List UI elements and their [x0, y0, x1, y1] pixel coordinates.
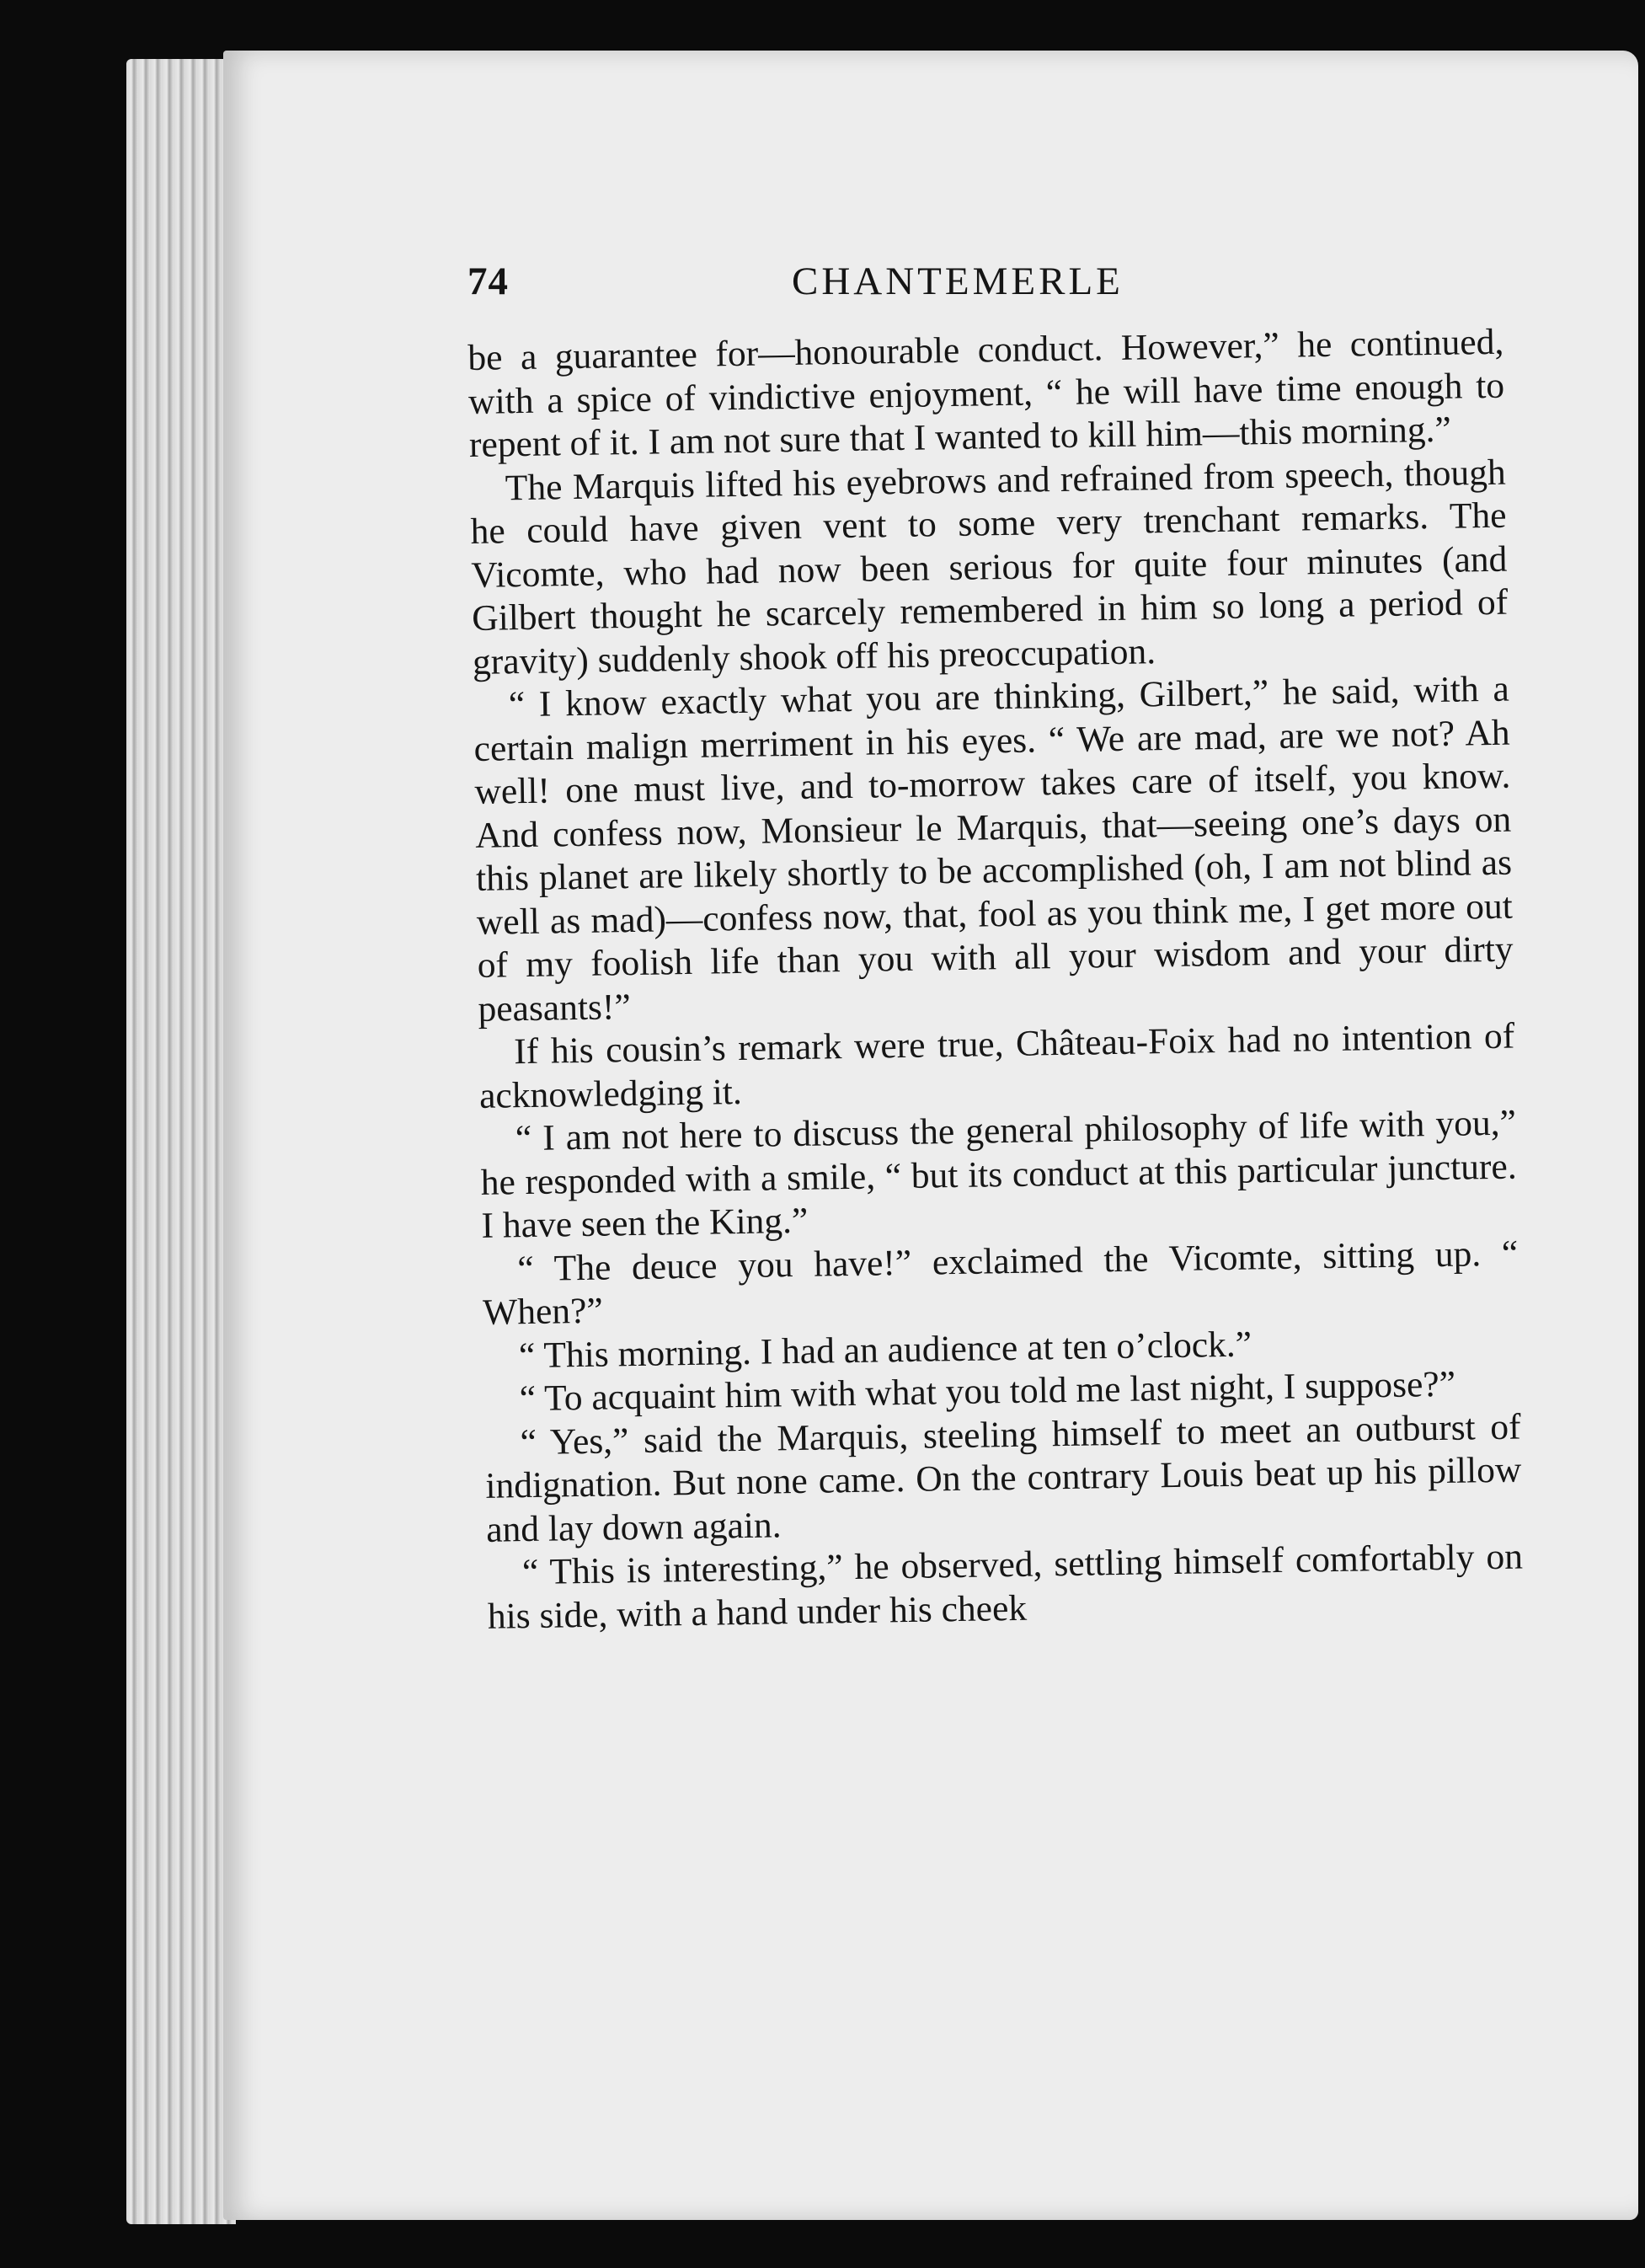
- paragraph: “ I am not here to discuss the general philosophy of life with you,” he responded with a smile, “ but its conduct at this particular juncture. I have seen the King.”: [480, 1102, 1517, 1246]
- paragraph: “ This is interesting,” he observed, settling himself comfortably on his side, with a hand under his cheek: [487, 1536, 1524, 1637]
- running-title: CHANTEMERLE: [792, 259, 1124, 303]
- paragraph: “ To acquaint him with what you told me last night, I suppose?”: [519, 1363, 1456, 1420]
- page-content: [467, 206, 1524, 2169]
- page-number: 74: [467, 259, 509, 303]
- paragraph: be a guarantee for—honourable conduct. However,” he continued, with a spice of vindictive enjoyment, “ he will have time enough to repent of it. I am not sure that I wanted to kill him—this morning.”: [467, 321, 1505, 465]
- paragraph: If his cousin’s remark were true, Château-Foix had no intention of acknowledging it.: [478, 1015, 1515, 1116]
- paragraph: “ I know exactly what you are thinking, Gilbert,” he said, with a certain malign merriment in his eyes. “ We are mad, are we not? Ah well! one must live, and to-morrow takes care of itself, you know. And confess now, Monsieur le Marquis, that—seeing one’s days on this planet are likely shortly to be accomplished (oh, I am not blind as well as mad)—confess now, that, fool as you think me, I get more out of my foolish life than you with all your wisdom and your dirty peasants!”: [473, 668, 1514, 1030]
- paragraph: The Marquis lifted his eyebrows and refrained from speech, though he could have given vent to some very trenchant remarks. The Vicomte, who had now been serious for quite four minutes (and Gilbert thought he scarcely remembered in him so long a period of gravity) suddenly shook off his preoccupation.: [470, 452, 1509, 682]
- body-text: [467, 321, 1524, 1639]
- paragraph: “ Yes,” said the Marquis, steeling himself to meet an outburst of indignation. But none came. On the contrary Louis beat up his pillow and lay down again.: [485, 1406, 1522, 1550]
- paragraph: “ This morning. I had an audience at ten o’clock.”: [518, 1324, 1252, 1376]
- book-page-edges: [126, 59, 236, 2224]
- page-sheet: [223, 51, 1638, 2220]
- paragraph: “ The deuce you have!” exclaimed the Vicomte, sitting up. “ When?”: [482, 1233, 1519, 1333]
- running-head: [467, 206, 1503, 303]
